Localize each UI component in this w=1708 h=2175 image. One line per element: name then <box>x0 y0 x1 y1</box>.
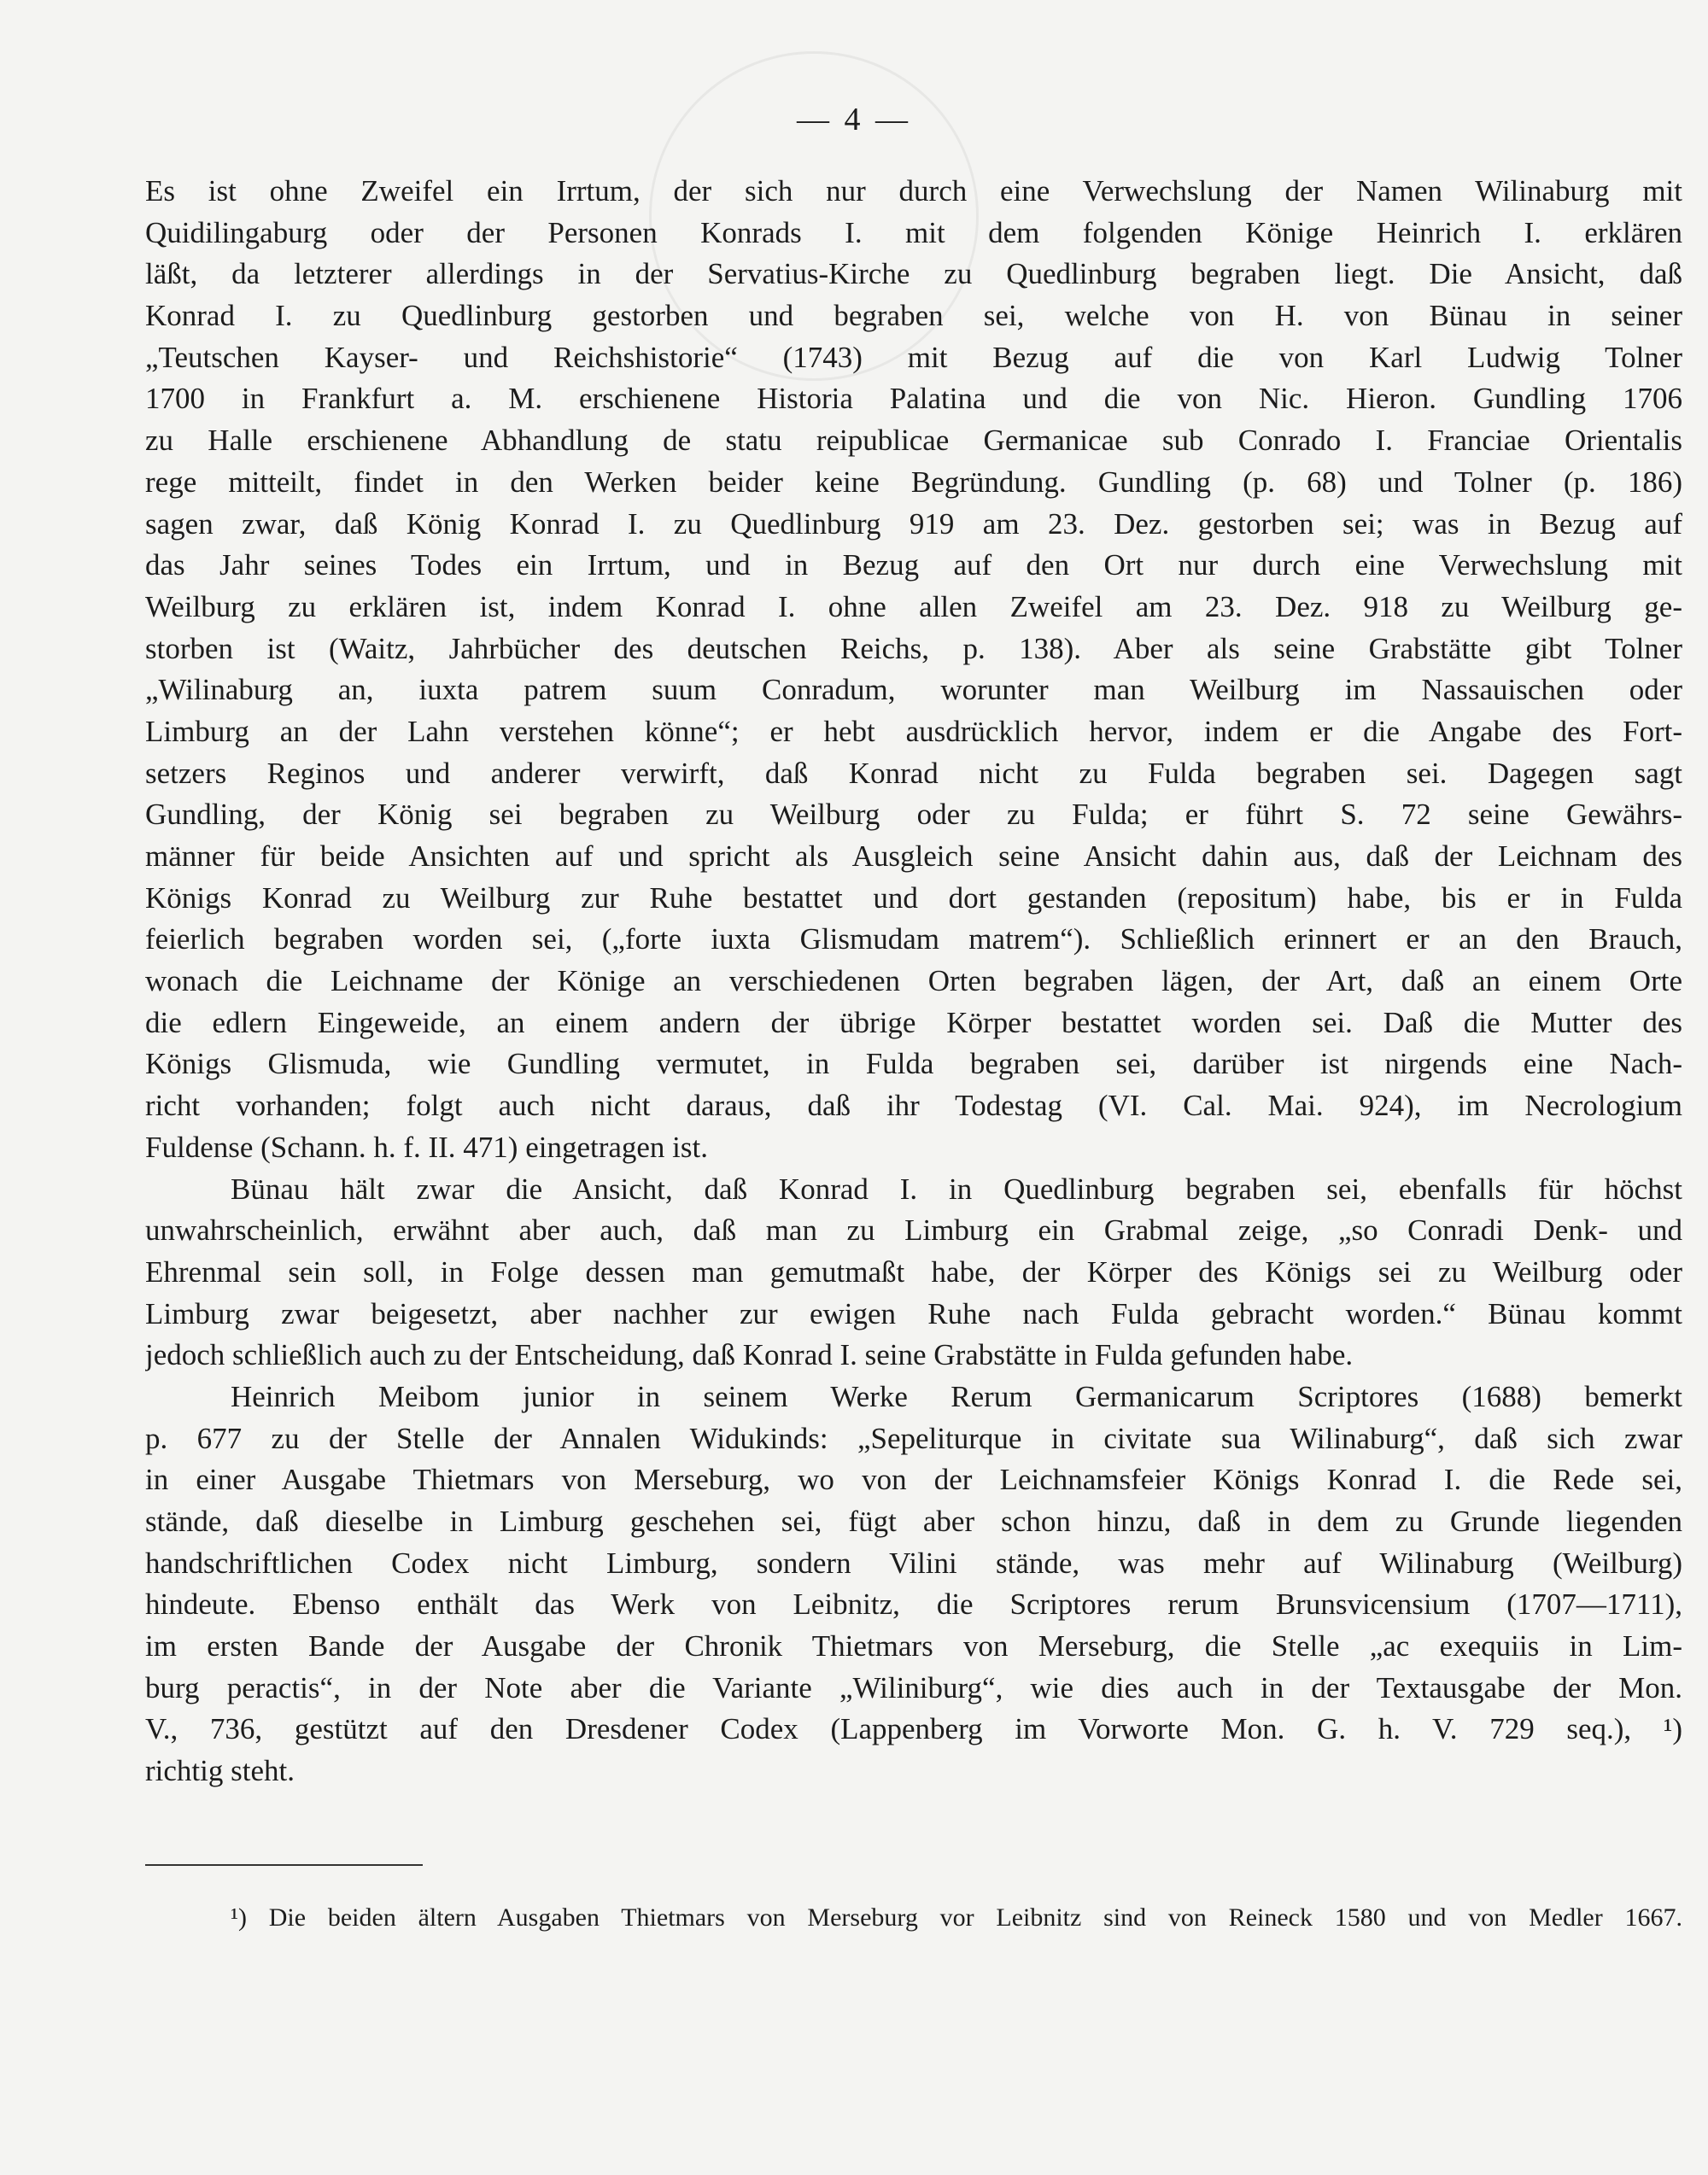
text-line: das Jahr seines Todes ein Irrtum, und in Bezug auf den Ort nur durch eine Verwechslung mit <box>145 548 1682 582</box>
text-line: Königs Konrad zu Weilburg zur Ruhe bestattet und dort gestanden (repositum) habe, bis er in Fulda <box>145 880 1682 915</box>
text-line: zu Halle erschienene Abhandlung de statu reipublicae Germanicae sub Conrado I. Franciae Orientalis <box>145 424 1682 458</box>
text-line: p. 677 zu der Stelle der Annalen Widukinds: „Sepeliturque in civitate sua Wilinaburg“, daß sich zwar <box>145 1421 1682 1455</box>
footnote-text: Die beiden ältern Ausgaben Thietmars von Merseburg vor Leibnitz sind von Reineck 1580 und von Medler 1667. <box>268 1903 1682 1932</box>
text-line: Fuldense (Schann. h. f. II. 471) eingetragen ist. <box>145 1130 709 1164</box>
text-line: stände, daß dieselbe in Limburg geschehen sei, fügt aber schon hinzu, daß in dem zu Grunde liegenden <box>145 1505 1682 1538</box>
text-line: unwahrscheinlich, erwähnt aber auch, daß man zu Limburg ein Grabmal zeige, „so Conradi Denk- und <box>145 1213 1682 1248</box>
text-line: „Teutschen Kayser- und Reichshistorie“ (1743) mit Bezug auf die von Karl Ludwig Tolner <box>145 340 1682 374</box>
text-line: Limburg an der Lahn verstehen könne“; er hebt ausdrücklich hervor, indem er die Angabe des Fort- <box>145 714 1682 748</box>
text-line: storben ist (Waitz, Jahrbücher des deutschen Reichs, p. 138). Aber als seine Grabstätte gibt Tolner <box>145 631 1682 665</box>
footnote-marker: ¹) <box>231 1903 247 1932</box>
text-line: hindeute. Ebenso enthält das Werk von Leibnitz, die Scriptores rerum Brunsvicensium (1707—1711), <box>145 1587 1682 1622</box>
text-line: in einer Ausgabe Thietmars von Merseburg, wo von der Leichnamsfeier Königs Konrad I. die Rede sei, <box>145 1463 1682 1497</box>
text-line: rege mitteilt, findet in den Werken beider keine Begründung. Gundling (p. 68) und Tolner (p. 186) <box>145 465 1682 499</box>
text-line: Königs Glismuda, wie Gundling vermutet, in Fulda begraben sei, darüber ist nirgends eine Nach- <box>145 1047 1682 1081</box>
text-line: die edlern Eingeweide, an einem andern der übrige Körper bestattet worden sei. Daß die Mutter des <box>145 1005 1682 1039</box>
text-line: Bünau hält zwar die Ansicht, daß Konrad I. in Quedlinburg begraben sei, ebenfalls für höchst <box>231 1172 1682 1206</box>
text-line: Ehrenmal sein soll, in Folge dessen man gemutmaßt habe, der Körper des Königs sei zu Weilburg oder <box>145 1254 1682 1289</box>
text-line: richtig steht. <box>145 1754 295 1788</box>
footnote <box>231 1897 1682 1938</box>
text-line: männer für beide Ansichten auf und spricht als Ausgleich seine Ansicht dahin aus, daß der Leichnam des <box>145 839 1682 873</box>
text-line: 1700 in Frankfurt a. M. erschienene Historia Palatina und die von Nic. Hieron. Gundling 1706 <box>145 382 1682 416</box>
text-line: burg peractis“, in der Note aber die Variante „Wiliniburg“, wie dies auch in der Textausgabe der Mon. <box>145 1670 1682 1704</box>
text-line: feierlich begraben worden sei, („forte iuxta Glismudam matrem“). Schließlich erinnert er an den Brauch, <box>145 922 1682 956</box>
body-text <box>145 171 1682 1792</box>
text-line: handschriftlichen Codex nicht Limburg, sondern Vilini stände, was mehr auf Wilinaburg (Weilburg) <box>145 1546 1682 1580</box>
text-line: Quidilingaburg oder der Personen Konrads I. mit dem folgenden Könige Heinrich I. erklären <box>145 215 1682 249</box>
text-line: im ersten Bande der Ausgabe der Chronik Thietmars von Merseburg, die Stelle „ac exequiis in Lim- <box>145 1629 1682 1663</box>
text-line: Gundling, der König sei begraben zu Weilburg oder zu Fulda; er führt S. 72 seine Gewährs- <box>145 798 1682 832</box>
text-line: „Wilinaburg an, iuxta patrem suum Conradum, worunter man Weilburg im Nassauischen oder <box>145 673 1682 707</box>
page-number: — 4 — <box>797 102 911 137</box>
text-line: jedoch schließlich auch zu der Entscheidung, daß Konrad I. seine Grabstätte in Fulda gefunden habe. <box>145 1338 1354 1372</box>
text-line: setzers Reginos und anderer verwirft, daß Konrad nicht zu Fulda begraben sei. Dagegen sagt <box>145 756 1682 790</box>
text-line: Es ist ohne Zweifel ein Irrtum, der sich nur durch eine Verwechslung der Namen Wilinaburg mit <box>145 174 1682 208</box>
text-line: V., 736, gestützt auf den Dresdener Codex (Lappenberg im Vorworte Mon. G. h. V. 729 seq.), ¹) <box>145 1712 1682 1746</box>
text-line: Heinrich Meibom junior in seinem Werke Rerum Germanicarum Scriptores (1688) bemerkt <box>231 1379 1682 1413</box>
text-line: Konrad I. zu Quedlinburg gestorben und begraben sei, welche von H. von Bünau in seiner <box>145 299 1682 333</box>
text-line: richt vorhanden; folgt auch nicht daraus, daß ihr Todestag (VI. Cal. Mai. 924), im Necrologium <box>145 1089 1682 1123</box>
text-line: läßt, da letzterer allerdings in der Servatius-Kirche zu Quedlinburg begraben liegt. Die Ansicht, daß <box>145 257 1682 291</box>
text-line: Limburg zwar beigesetzt, aber nachher zur ewigen Ruhe nach Fulda gebracht worden.“ Bünau kommt <box>145 1296 1682 1330</box>
text-line: Weilburg zu erklären ist, indem Konrad I. ohne allen Zweifel am 23. Dez. 918 zu Weilburg ge- <box>145 589 1682 623</box>
footnote-divider <box>145 1864 423 1866</box>
text-line: wonach die Leichname der Könige an verschiedenen Orten begraben lägen, der Art, daß an einem Orte <box>145 964 1682 998</box>
text-line: sagen zwar, daß König Konrad I. zu Quedlinburg 919 am 23. Dez. gestorben sei; was in Bezug auf <box>145 506 1682 541</box>
